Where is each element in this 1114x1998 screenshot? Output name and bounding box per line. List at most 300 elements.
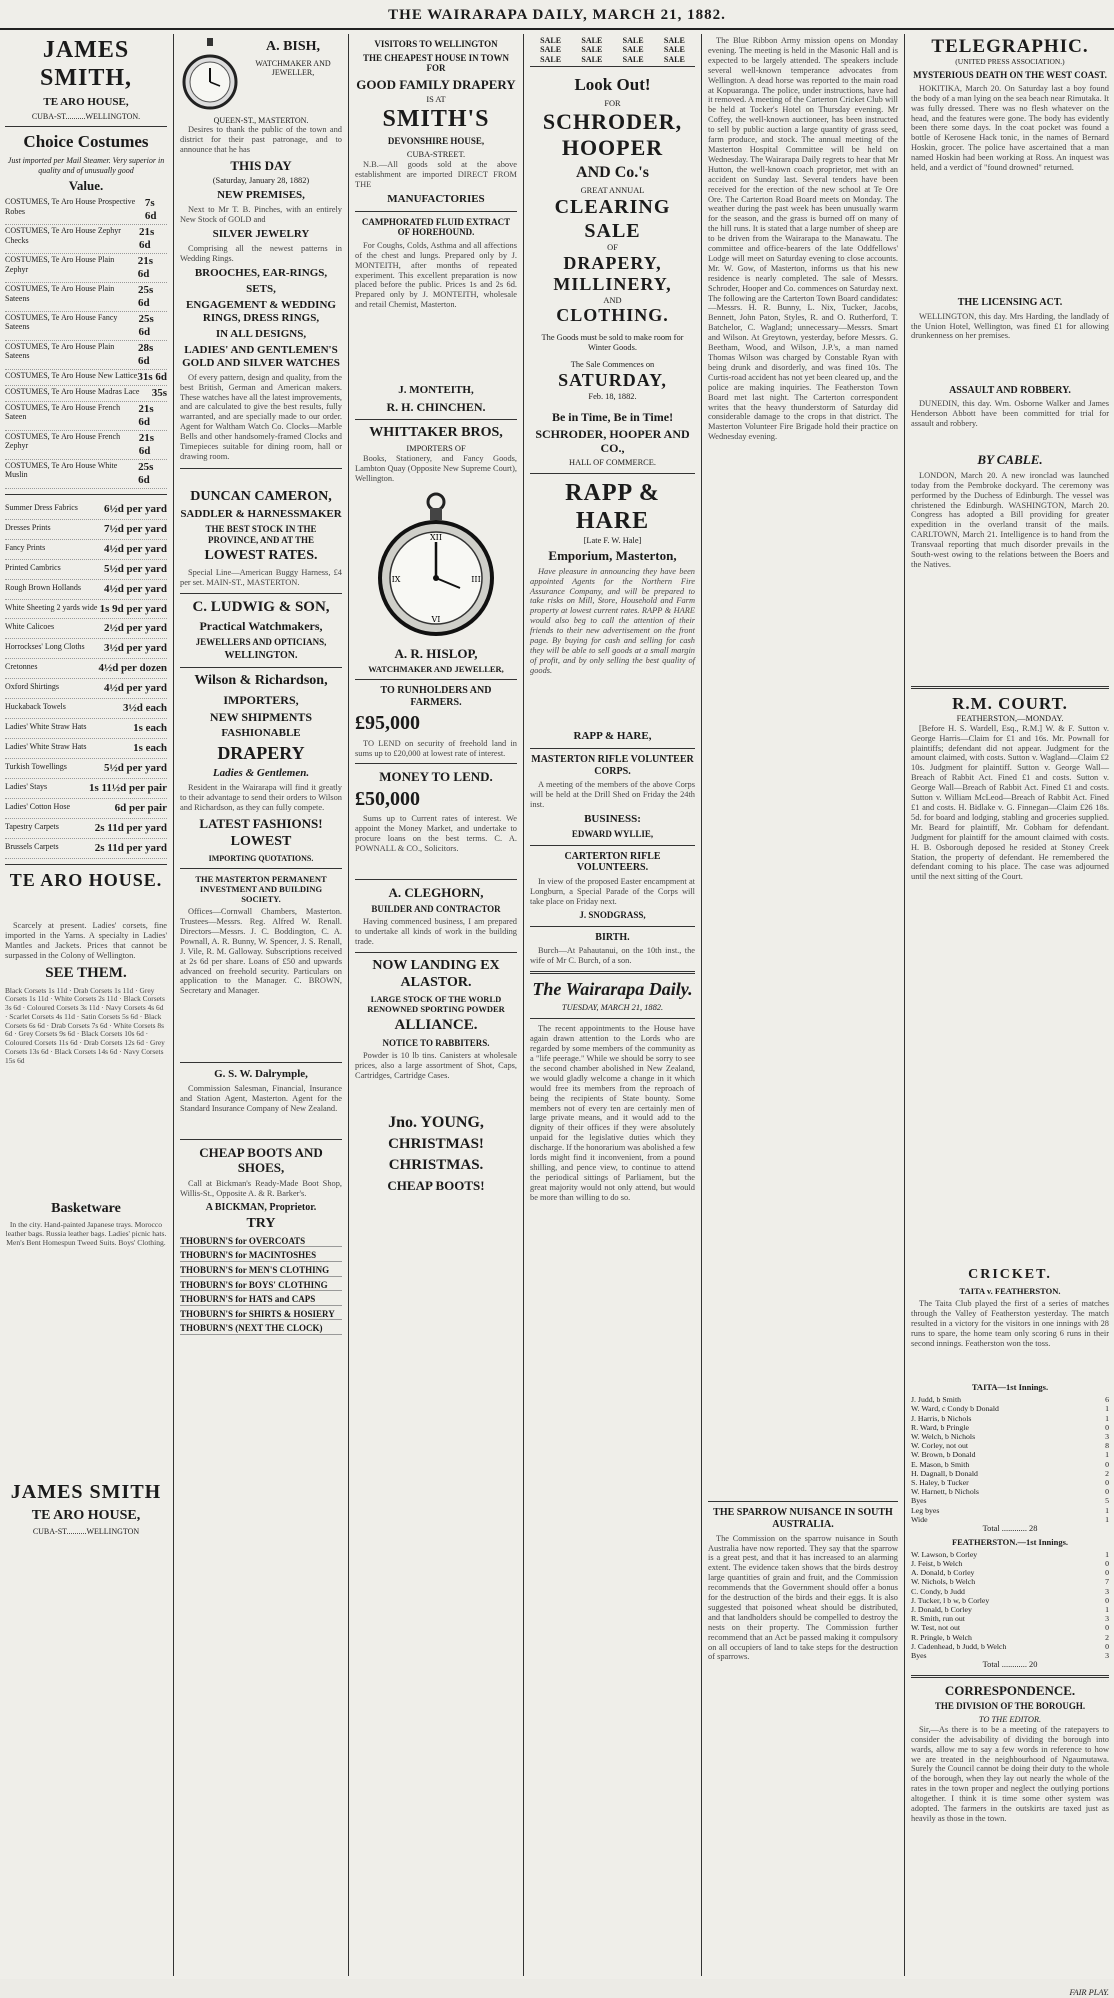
- item-price: 3½d each: [123, 702, 167, 715]
- item-label: Ladies' White Straw Hats: [5, 722, 87, 732]
- item-price: 3½d per yard: [103, 642, 167, 655]
- mysterious-death: MYSTERIOUS DEATH ON THE WEST COAST.: [913, 70, 1107, 81]
- sparrow-nuisance: THE SPARROW NUISANCE IN SOUTH AUSTRALIA.: [713, 1507, 893, 1530]
- costume-price: 21s 6d: [138, 431, 154, 457]
- bish-address: QUEEN-ST., MASTERTON.: [213, 116, 309, 125]
- batsman-name: J. Cadenhead, b Judd, b Welch: [911, 1641, 1007, 1651]
- costume-price: 28s 6d: [137, 341, 154, 367]
- of-text: OF: [607, 243, 618, 253]
- taita-innings-head: TAITA—1st Innings.: [971, 1382, 1049, 1393]
- by-cable: BY CABLE.: [977, 452, 1043, 468]
- item-label: White Calicoes: [5, 622, 55, 632]
- bish-date: (Saturday, January 28, 1882): [212, 176, 310, 186]
- item-price: 5½d per yard: [103, 762, 167, 775]
- rifle-volunteers: MASTERTON RIFLE VOLUNTEER CORPS.: [531, 753, 694, 777]
- item-price: 5½d per yard: [103, 562, 167, 575]
- to-the-editor: TO THE EDITOR.: [978, 1714, 1042, 1724]
- masthead: [0, 0, 1114, 30]
- great-annual: GREAT ANNUAL: [580, 186, 645, 196]
- item-price-row: [5, 679, 167, 699]
- item-price-row: [5, 699, 167, 719]
- sets: SETS,: [246, 282, 276, 295]
- item-label: Printed Cambrics: [5, 562, 61, 572]
- svg-text:XII: XII: [429, 533, 443, 543]
- sale-banner: [530, 36, 695, 67]
- score-row: [911, 1605, 1109, 1614]
- for-text: FOR: [604, 99, 621, 109]
- item-price-row: [5, 779, 167, 799]
- late-hale: [Late F. W. Hale]: [583, 535, 642, 545]
- batsman-name: C. Condy, b Judd: [911, 1586, 965, 1596]
- column-4: SALE SALE SALE SALE SALE SALE SALE SALE SALE SALE SALE SALE Look Out! FOR SCHRODER, HOOPER AND Co.'s GREAT ANNUAL CLEARING SALE OF DRAPERY, MILLINERY, AND CLOTHING. The Goods must be sold to make room for Winter Goods. The Sale Commences on SATURDAY, Feb. 18, 1882. Be in Time, Be in Time! SCHRODER, HOOPER AND CO., HALL OF COMMERCE. RAPP & HARE [Late F. W. Hale] Emporium, Masterton, Have pleasure in announcing they have been appointed Agents for the Northern Fire Assurance Company, and will be prepared to take risks on Mill, Store, Household and Farm property at lowest current rates. RAPP & HARE would also beg to call the attention of their friends to their new advertisement on the front page. By buying for cash and selling for cash they will be able to sell goods at a small margin of profit, and by only selling the best quality of goods. RAPP & HARE, MASTERTON RIFLE VOLUNTEER CORPS. A meeting of the members of the above Corps will be held at the Drill Shed on Friday the 24th inst. BUSINESS: EDWARD WYLLIE, CARTERTON RIFLE VOLUNTEERS. In view of the proposed Easter encampment at Longburn, a Special Parade of the Corps will take place on Friday next. J. SNODGRASS, BIRTH. Burch—At Pahautanui, on the 10th inst., the wife of Mr C. Burch, of a son. The Wairarapa Daily. TUESDAY, MARCH 21, 1882. The recent appointments to the House have again drawn attention to the Lords who are regarded by some members of the community as a "life peerage." While we should be sorry to see the second chamber abolished in New Zealand, we would gladly welcome a change in it which would free its members from the reproach of being the recipients of State bounty. Some members not of every ten are certainly men of large private means, and it would add to the dignity of their offices if they were absolutely unpaid for the legislative duties which they discharge. If the honorarium was abolished a few lords might find it inconvenient, from a pound shilling, and pence view, to continue to attend the periodical sittings of Parliament, but the great majority would not only attend, but would be more than willing to do so.: [530, 36, 695, 1202]
- chinchen: R. H. CHINCHEN.: [386, 399, 486, 414]
- rapp-sign: RAPP & HARE,: [573, 729, 652, 742]
- column-rule: [173, 34, 174, 1976]
- importers-of: IMPORTERS OF: [406, 444, 466, 454]
- costume-price-row: [5, 341, 167, 370]
- whittaker: WHITTAKER BROS,: [369, 424, 503, 440]
- bish-this-day: THIS DAY: [230, 158, 292, 174]
- rapp-hare: RAPP & HARE: [565, 479, 660, 535]
- thoburn-list: [180, 1236, 342, 1335]
- manufactories: MANUFACTORIES: [387, 192, 485, 205]
- ladies-watches: LADIES' AND GENTLEMEN'S GOLD AND SILVER WATCHES: [182, 343, 340, 369]
- money-to-lend: MONEY TO LEND.: [379, 769, 493, 785]
- item-price-row: [5, 619, 167, 639]
- item-label: Ladies' Cotton Hose: [5, 802, 70, 812]
- item-price-row: [5, 540, 167, 560]
- batsman-runs: 0: [1105, 1559, 1109, 1569]
- loan-amount-2: £50,000: [355, 787, 420, 810]
- batsman-runs: 0: [1105, 1623, 1109, 1633]
- loan-amount: £95,000: [355, 712, 420, 734]
- batsman-name: A. Donald, b Corley: [911, 1568, 975, 1578]
- costume-price-list: [5, 196, 167, 488]
- clearing-sale: CLEARING SALE: [554, 195, 671, 242]
- score-row: [911, 1506, 1109, 1515]
- batsman-name: R. Ward, b Pringle: [911, 1422, 969, 1432]
- costume-label: COSTUMES, Te Aro House Plain Sateens: [5, 284, 115, 303]
- costume-label: COSTUMES, Te Aro House Plain Sateens: [5, 341, 115, 361]
- batsman-name: J. Judd, b Smith: [911, 1395, 962, 1405]
- jewellers-opticians: JEWELLERS AND OPTICIANS,: [195, 636, 327, 647]
- costume-price-row: [5, 370, 167, 386]
- dalrymple: G. S. W. Dalrymple,: [214, 1068, 308, 1081]
- cricket-heading: CRICKET.: [968, 1266, 1052, 1282]
- thoburn-line: THOBURN'S for HATS and CAPS: [180, 1294, 342, 1306]
- costume-price-row: [5, 254, 167, 283]
- importing-quotations: IMPORTING QUOTATIONS.: [208, 853, 314, 863]
- item-price: 6½d per yard: [103, 502, 167, 515]
- wairarapa-daily-date: TUESDAY, MARCH 21, 1882.: [561, 1003, 664, 1013]
- item-price: 1s each: [133, 742, 167, 755]
- column-3: VISITORS TO WELLINGTON THE CHEAPEST HOUSE IN TOWN FOR GOOD FAMILY DRAPERY IS AT SMITH'S DEVONSHIRE HOUSE, CUBA-STREET. N.B.—All goods sold at the above establishment are imported DIRECT FROM THE MANUFACTORIES CAMPHORATED FLUID EXTRACT OF HOREHOUND. For Coughs, Colds, Asthma and all affections of the chest and lungs. Prepared only by J. MONTEITH, after months of repeated experiment. This excellent preparation is now placed before the public. Prices 1s and 2s 6d. Prepared only by J. MONTEITH, wholesale and retail Chemist, Masterton. J. MONTEITH, R. H. CHINCHEN. WHITTAKER BROS, IMPORTERS OF Books, Stationery, and Fancy Goods, Lambton Quay (Opposite New Supreme Court), Wellington. XII III VI IX A. R. HISLOP, WATCHMAKER AND JEWELLER, TO RUNHOLDERS AND FARMERS. £95,000 TO LEND on security of freehold land in sums up to £20,000 at lowest rate of interest. MONEY TO LEND. £50,000 Sums up to Current rates of interest. We appoint the Money Market, and undertake to procure loans on the best terms. C. A. POWNALL & CO., Solicitors. A. CLEGHORN, BUILDER AND CONTRACTOR Having commenced business, I am prepared to undertake all kinds of work in the building trade. NOW LANDING EX ALASTOR. LARGE STOCK OF THE WORLD RENOWNED SPORTING POWDER ALLIANCE. NOTICE TO RABBITERS. Powder is 10 lb tins. Canisters at wholesale prices, also a large assortment of Shot, Caps, Cartridges, Cartridge Cases. Jno. YOUNG, CHRISTMAS! CHRISTMAS. CHEAP BOOTS!: [355, 39, 517, 1193]
- batsman-runs: 8: [1105, 1441, 1109, 1451]
- batsman-runs: 0: [1105, 1422, 1109, 1432]
- and-text: AND: [603, 295, 622, 305]
- costume-label: COSTUMES, Te Aro House Fancy Sateens: [5, 313, 118, 332]
- item-price: 1s 9d per yard: [99, 602, 167, 615]
- basketware-heading: Basketware: [51, 1200, 121, 1216]
- taita-total: Total ............ 28: [982, 1523, 1038, 1533]
- sale-word: SALE: [622, 45, 644, 55]
- hooper: HOOPER: [561, 135, 664, 161]
- costume-price-row: [5, 386, 167, 402]
- saturday: SATURDAY,: [558, 370, 667, 391]
- column-2: A. BISH, WATCHMAKER AND JEWELLER, QUEEN-ST., MASTERTON. Desires to thank the public of the town and district for their past patronage, and to announce that he has THIS DAY (Saturday, January 28, 1882) NEW PREMISES, Next to Mr T. B. Pinches, with an entirely New Stock of GOLD and SILVER JEWELRY Comprising all the newest patterns in Wedding Rings. BROOCHES, EAR-RINGS, SETS, ENGAGEMENT & WEDDING RINGS, DRESS RINGS, IN ALL DESIGNS, LADIES' AND GENTLEMEN'S GOLD AND SILVER WATCHES Of every pattern, design and quality, from the best British, German and American makers. These watches have all the latest improvements, and are calculated to give the best results, fully warranted, and are specially made to our order. Agent for Waltham Watch Co. Clocks—Marble Bells and other handsomely-framed Clocks and Timepieces suitable for dining room, hall or drawing room. DUNCAN CAMERON, SADDLER & HARNESSMAKER THE BEST STOCK IN THE PROVINCE, AND AT THE LOWEST RATES. Special Line—American Buggy Harness, £4 per set. MAIN-ST., MASTERTON. C. LUDWIG & SON, Practical Watchmakers, JEWELLERS AND OPTICIANS, WELLINGTON. Wilson & Richardson, IMPORTERS, NEW SHIPMENTS FASHIONABLE DRAPERY Ladies & Gentlemen. Resident in the Wairarapa will find it greatly to their advantage to send their orders to Wilson and Richardson, as they can fully compete. LATEST FASHIONS! LOWEST IMPORTING QUOTATIONS. THE MASTERTON PERMANENT INVESTMENT AND BUILDING SOCIETY. Offices—Cornwall Chambers, Masterton. Trustees—Messrs. Reg. Alfred W. Renall. Directors—Messrs. J. C. Boddington, C. A. Pownall, A. R. Bunny, W. Spencer, J. S. Renall, J. Vile, R. M. Galloway. Subscriptions received at 2s 6d per share. Loans of £50 and upwards advanced on freehold security. Particulars on application to the Manager. C. BROWN, Secretary and Manager. G. S. W. Dalrymple, Commission Salesman, Financial, Insurance and Station Agent, Masterton. Agent for the Standard Insurance Company of New Zealand. CHEAP BOOTS AND SHOES, Call at Bickman's Ready-Made Boot Shop, Willis-St., Opposite A. & R. Barker's. A BICKMAN, Proprietor. TRY THOBURN'S for OVERCOATS THOBURN'S for MACINTOSHES THOBURN'S for MEN'S CLOTHING THOBURN'S for BOYS' CLOTHING THOBURN'S for HATS and CAPS THOBURN'S for SHIRTS & HOSIERY THOBURN'S (NEXT THE CLOCK): [175, 34, 347, 1976]
- business: BUSINESS:: [584, 813, 641, 826]
- batsman-name: Byes: [911, 1650, 927, 1660]
- batsman-name: J. Tucker, l b w, b Corley: [911, 1595, 990, 1605]
- item-price: 7½d per yard: [103, 522, 167, 535]
- batsman-name: Wide: [911, 1514, 928, 1524]
- score-row: [911, 1469, 1109, 1478]
- wilson-richardson: Wilson & Richardson,: [194, 673, 328, 689]
- score-row: [911, 1559, 1109, 1568]
- hall-commerce: HALL OF COMMERCE.: [569, 457, 656, 467]
- section-sub: Just imported per Mail Steamer. Very superior in quality and of unusually good: [7, 156, 165, 175]
- practical-watchmakers: Practical Watchmakers,: [199, 619, 323, 634]
- item-price-row: [5, 759, 167, 779]
- costume-label: COSTUMES, Te Aro House Prospective Robes: [5, 197, 136, 216]
- costume-price-row: [5, 225, 167, 254]
- batsman-runs: 3: [1105, 1614, 1109, 1624]
- best-stock: THE BEST STOCK IN THE PROVINCE, AND AT THE: [205, 524, 317, 545]
- column-1: JAMES SMITH, TE ARO HOUSE, CUBA-ST..........WELLINGTON. Choice Costumes Just imported per Mail Steamer. Very superior in quality and of unusually good Value. COSTUMES, Te Aro House Prospective Robes 7s 6d COSTUMES, Te Aro House Zephyr Checks 21s 6d COSTUMES, Te Aro House Plain Zephyr 21s 6d COSTUMES, Te Aro House Plain Sateens 25s 6d COSTUMES, Te Aro House Fancy Sateens 25s 6d COSTUMES, Te Aro House Plain Sateens 28s 6d COSTUMES, Te Aro House New Lattice 31s 6d COSTUMES, Te Aro House Madras Lace 35s COSTUMES, Te Aro House French Sateen 21s 6d COSTUMES, Te Aro House French Zephyr 21s 6d COSTUMES, Te Aro House White Muslin 25s 6d Summer Dress Fabrics 6½d per yard Dresses Prints 7½d per yard Fancy Prints 4½d per yard Printed Cambrics 5½d per yard Rough Brown Hollands 4½d per yard White Sheeting 2 yards wide 1s 9d per yard White Calicoes 2½d per yard Horrockses' Long Cloths 3½d per yard Cretonnes 4½d per dozen Oxford Shirtings 4½d per yard Huckaback Towels 3½d each Ladies' White Straw Hats 1s each Ladies' White Straw Hats 1s each Turkish Towellings 5½d per yard Ladies' Stays 1s 11½d per pair Ladies' Cotton Hose 6d per pair Tapestry Carpets 2s 11d per yard Brussels Carpets 2s 11d per yard TE ARO HOUSE. Scarcely at present. Ladies' corsets, fine imported in the Yarns. A specialty in Ladies' Mantles and Jackets. Prices that cannot be surpassed in the Colony of Wellington. SEE THEM. Black Corsets 1s 11d · Drab Corsets 1s 11d · Grey Corsets 1s 11d · White Corsets 2s 11d · Black Corsets 3s 6d · Coloured Corsets 3s 11d · Navy Corsets 4s 6d · Scarlet Corsets 4s 11d · Satin Corsets 5s 6d · Black Corsets 6s 6d · Drab Corsets 7s 6d · White Corsets 8s 6d · Grey Corsets 9s 6d · Black Corsets 10s 6d · Coloured Corsets 11s 6d · Drab Corsets 12s 6d · Grey Corsets 13s 6d · Black Corsets 14s 6d · Navy Corsets 15s 6d Basketware In the city. Hand-painted Japanese trays. Morocco leather bags. Russia leather bags. Ladies' picnic hats. Men's Bent Homespun Tweed Suits. Boys' Clothing. JAMES SMITH TE ARO HOUSE, CUBA-ST..........WELLINGTON: [5, 37, 167, 1537]
- cuba-street: CUBA-STREET.: [406, 149, 466, 159]
- item-price-list: [5, 500, 167, 859]
- farmers-heading: TO RUNHOLDERS AND FARMERS.: [380, 685, 492, 709]
- wairarapa-daily-title: The Wairarapa Daily.: [532, 979, 693, 1000]
- snodgrass: J. SNODGRASS,: [579, 909, 646, 920]
- score-row: [911, 1395, 1109, 1404]
- sale-commences: The Sale Commences on: [570, 360, 655, 370]
- costume-price-row: [5, 402, 167, 431]
- score-row: [911, 1432, 1109, 1441]
- emporium: Emporium, Masterton,: [548, 548, 677, 564]
- batsman-runs: 5: [1105, 1496, 1109, 1506]
- svg-text:VI: VI: [431, 615, 441, 625]
- batsman-runs: 2: [1105, 1632, 1109, 1642]
- costume-label: COSTUMES, Te Aro House Zephyr Checks: [5, 226, 121, 245]
- column-rule: [904, 34, 905, 1976]
- score-row: [911, 1404, 1109, 1413]
- te-aro-house-heading: TE ARO HOUSE.: [9, 870, 163, 891]
- batsman-runs: 0: [1105, 1568, 1109, 1578]
- column-rule: [348, 34, 349, 1976]
- score-row: [911, 1587, 1109, 1596]
- ladies-gentlemen: Ladies & Gentlemen.: [212, 767, 310, 780]
- thoburn-line: THOBURN'S for OVERCOATS: [180, 1236, 342, 1248]
- sale-word: SALE: [581, 45, 603, 55]
- batsman-name: W. Lawson, b Corley: [911, 1549, 978, 1559]
- all-designs: IN ALL DESIGNS,: [215, 327, 307, 340]
- shop-title: JAMES SMITH,: [39, 37, 132, 92]
- batsman-runs: 1: [1105, 1514, 1109, 1524]
- carterton-rifle: CARTERTON RIFLE VOLUNTEERS.: [564, 850, 661, 874]
- goods-note: The Goods must be sold to make room for Winter Goods.: [541, 332, 684, 352]
- millinery-word: MILLINERY,: [553, 274, 672, 295]
- sale-word: SALE: [622, 36, 644, 45]
- batsman-runs: 0: [1105, 1595, 1109, 1605]
- alliance: ALLIANCE.: [394, 1017, 478, 1034]
- wyllie: EDWARD WYLLIE,: [571, 829, 654, 839]
- cheap-boots-3: CHEAP BOOTS!: [387, 1177, 485, 1193]
- batsman-runs: 6: [1105, 1395, 1109, 1405]
- costume-price: 25s 6d: [138, 460, 154, 486]
- item-label: Rough Brown Hollands: [5, 582, 81, 592]
- column-5: The Blue Ribbon Army mission opens on Monday evening. The meeting is held in the Masonic Hall and is expected to be largely attended. The speakers include several well-known temperance advocates from Wellington. A dead horse was reported to the main road at Kopuaranga. The police, under instructions, have had it removed. A meeting of the Carterton Cricket Club will be held at Tocker's Hotel on Thursday evening. Mr Coffey, the well-known auctioneer, has been instructed to sell by public auction a large quantity of grass seed, farm produce, and stock. The annual meeting of the Masterton Hospital Committee will be held on Wednesday. The Wairarapa Daily regrets to hear that Mr Hutton, the well-known coach proprietor, met with an accident on Sunday last. Several tenders have been received for the erection of the new school at Te Ore Ore. The Carterton Road Board meets on Monday. The weather during the past week has been unusually warm for the season, and the grass is burned off on many of the hill runs. It is stated that a large number of sheep are to be driven from the Wairarapa to the Manawatu. The committee and office-bearers of the late Oddfellows' Lodge will meet on Saturday evening to close accounts. Mr. W. Gow, of Masterton, informs us that his new residence is nearly completed. The sale of Messrs. Schroder, Hooper and Co. commences on Saturday next. The following are the Carterton Town Board candidates:—Messrs. H. R. Bunny, L. Nix, Tucker, Jacobs, Bennett, John Paton, Styles, R. and O. Rutherford, T. Batchelor, C. Wagland; unnecessary—Messrs. Smart and Wilson. At Greytown, yesterday, before Messrs. G. Beetham, Wood, and Wilson, J.P.'s, a man named Thomas Wilson was charged by Constable Ryan with being drunk and disorderly, and was fined 10s. The Curtis-road accident has not yet been cleared up, and the police are making inquiries. The Featherston Town Board met last night. The Carterton correspondent writes that the heavy thunderstorm of Saturday did considerable damage to the crops in that district. The Masterton Volunteer Fire Brigade hold their practice on Wednesday evening. THE SPARROW NUISANCE IN SOUTH AUSTRALIA. The Commission on the sparrow nuisance in South Australia have now reported. They say that the sparrow is a great pest, and that it has increased to an alarming extent. The evidence taken shows that the birds destroy large quantities of grain and fruit, and the Commission recommends that the Government should offer a bonus for the destruction of the birds and their eggs. It is also suggested that poisoned wheat should be distributed, and that landholders should be compelled to destroy the nests on their property. The Commission further recommend that an Act be passed making it compulsory on all occupiers of land to take steps for the destruction of sparrows.: [708, 36, 898, 1662]
- hislop-trade: WATCHMAKER AND JEWELLER,: [368, 664, 504, 675]
- item-label: Oxford Shirtings: [5, 682, 59, 692]
- shop-subtitle: TE ARO HOUSE,: [43, 95, 129, 108]
- pocket-watch-icon: [180, 36, 240, 116]
- item-price: 4½d per yard: [103, 582, 167, 595]
- engagement-rings: ENGAGEMENT & WEDDING RINGS, DRESS RINGS,: [186, 298, 336, 324]
- schroder-full: SCHRODER, HOOPER AND CO.,: [535, 426, 690, 455]
- good-family-drapery: GOOD FAMILY DRAPERY: [356, 76, 516, 92]
- shop-address: CUBA-ST..........WELLINGTON.: [31, 111, 141, 121]
- clothing-word: CLOTHING.: [556, 305, 669, 326]
- batsman-runs: 0: [1105, 1641, 1109, 1651]
- batsman-runs: 1: [1105, 1505, 1109, 1515]
- score-row: [911, 1623, 1109, 1632]
- score-row: [911, 1423, 1109, 1432]
- new-premises: NEW PREMISES,: [217, 189, 305, 202]
- brooches: BROOCHES, EAR-RINGS,: [194, 266, 328, 279]
- batsman-name: R. Pringle, b Welch: [911, 1632, 972, 1642]
- item-price-row: [5, 560, 167, 580]
- sale-word: SALE: [581, 54, 603, 64]
- ludwig-son: C. LUDWIG & SON,: [192, 598, 330, 615]
- batsman-runs: 0: [1105, 1487, 1109, 1497]
- thoburn-line: THOBURN'S (NEXT THE CLOCK): [180, 1323, 342, 1335]
- batsman-runs: 1: [1105, 1413, 1109, 1423]
- telegraphic: TELEGRAPHIC.: [931, 36, 1089, 57]
- look-out: Look Out!: [574, 75, 651, 95]
- sale-word: SALE: [622, 54, 644, 64]
- score-row: [911, 1460, 1109, 1469]
- thoburn-line: THOBURN'S for MEN'S CLOTHING: [180, 1265, 342, 1277]
- see-them-heading: SEE THEM.: [45, 964, 127, 981]
- costume-price-row: [5, 283, 167, 312]
- costume-label: COSTUMES, Te Aro House French Sateen: [5, 402, 121, 422]
- batsman-runs: 3: [1105, 1432, 1109, 1442]
- score-row: [911, 1651, 1109, 1660]
- batsman-name: J. Donald, b Corley: [911, 1604, 972, 1614]
- score-row: [911, 1450, 1109, 1459]
- batsman-name: W. Welch, b Nichols: [911, 1432, 976, 1442]
- pocket-watch-icon: [376, 490, 496, 640]
- costume-price: 21s 6d: [138, 226, 155, 252]
- sale-word: SALE: [663, 54, 685, 64]
- footer-shop-name: JAMES SMITH: [10, 1481, 162, 1504]
- ludwig-wellington: WELLINGTON.: [224, 650, 298, 662]
- batsman-name: E. Mason, b Smith: [911, 1459, 970, 1469]
- jno-young: Jno. YOUNG,: [388, 1114, 484, 1132]
- cheap-boots: CHEAP BOOTS AND SHOES,: [199, 1145, 323, 1176]
- item-label: Dresses Prints: [5, 522, 51, 532]
- horehound-extract: CAMPHORATED FLUID EXTRACT OF HOREHOUND.: [361, 216, 511, 238]
- feath-total: Total ............ 20: [982, 1660, 1038, 1670]
- batsman-name: Byes: [911, 1496, 927, 1506]
- item-price: 1s each: [133, 722, 167, 735]
- item-price: 4½d per dozen: [98, 662, 167, 675]
- smiths: SMITH'S: [382, 106, 490, 133]
- score-row: [911, 1496, 1109, 1505]
- bish-trade: WATCHMAKER AND JEWELLER,: [255, 58, 331, 77]
- lowest-rates: LOWEST RATES.: [204, 548, 318, 564]
- be-in-time: Be in Time, Be in Time!: [551, 409, 674, 424]
- feath-innings-head: FEATHERSTON.—1st Innings.: [951, 1536, 1069, 1547]
- drapery-word: DRAPERY,: [563, 253, 662, 274]
- christmas-1: CHRISTMAS!: [388, 1136, 484, 1153]
- batsman-name: S. Haley, b Tucker: [911, 1477, 969, 1487]
- visitors: VISITORS TO WELLINGTON: [374, 39, 498, 49]
- bickman: A BICKMAN, Proprietor.: [205, 1201, 317, 1213]
- largest-stock: LARGE STOCK OF THE WORLD RENOWNED SPORTING POWDER: [367, 994, 505, 1015]
- score-row: [911, 1568, 1109, 1577]
- item-label: Huckaback Towels: [5, 702, 66, 712]
- cheapest-house: THE CHEAPEST HOUSE IN TOWN FOR: [362, 52, 510, 74]
- batsman-name: W. Corley, not out: [911, 1441, 969, 1451]
- batsman-name: J. Harris, b Nichols: [911, 1413, 972, 1423]
- hislop: A. R. HISLOP,: [394, 646, 478, 662]
- item-label: Brussels Carpets: [5, 842, 59, 852]
- item-price-row: [5, 659, 167, 679]
- costume-price: 35s: [151, 386, 167, 399]
- footer-shop-sub: TE ARO HOUSE,: [31, 1507, 141, 1523]
- new-shipments: NEW SHIPMENTS: [209, 709, 313, 724]
- batsman-runs: 2: [1105, 1468, 1109, 1478]
- sale-word: SALE: [663, 36, 685, 45]
- sale-word: SALE: [540, 54, 562, 64]
- item-price-row: [5, 639, 167, 659]
- costume-price-row: [5, 312, 167, 341]
- costume-price-row: [5, 460, 167, 489]
- batsman-runs: 3: [1105, 1650, 1109, 1660]
- correspondence: CORRESPONDENCE.: [944, 1682, 1076, 1698]
- batsman-runs: 1: [1105, 1549, 1109, 1559]
- score-row: [911, 1614, 1109, 1623]
- rabbiters-notice: NOTICE TO RABBITERS.: [382, 1037, 490, 1048]
- score-row: [911, 1487, 1109, 1496]
- montieth: J. MONTEITH,: [398, 383, 474, 396]
- item-price: 2s 11d per yard: [94, 842, 167, 855]
- thoburn-line: THOBURN'S for BOYS' CLOTHING: [180, 1280, 342, 1292]
- item-label: Ladies' Stays: [5, 782, 48, 792]
- devonshire-house: DEVONSHIRE HOUSE,: [387, 136, 485, 147]
- item-label: Turkish Towellings: [5, 762, 67, 772]
- costume-label: COSTUMES, Te Aro House Madras Lace: [5, 386, 140, 396]
- costume-price: 25s 6d: [138, 313, 154, 338]
- christmas-2: CHRISTMAS.: [388, 1156, 484, 1173]
- batsman-name: W. Ward, c Condy b Donald: [911, 1404, 999, 1414]
- builder: BUILDER AND CONTRACTOR: [371, 903, 501, 914]
- costume-label: COSTUMES, Te Aro House French Zephyr: [5, 431, 121, 451]
- item-label: Horrockses' Long Cloths: [5, 642, 85, 652]
- svg-text:III: III: [471, 575, 481, 585]
- featherston-scorecard: [911, 1550, 1109, 1660]
- costume-price: 7s 6d: [144, 197, 157, 223]
- batsman-name: W. Test, not out: [911, 1623, 961, 1633]
- licensing-act: THE LICENSING ACT.: [957, 296, 1063, 308]
- now-landing: NOW LANDING EX ALASTOR.: [372, 957, 500, 990]
- taita-scorecard: [911, 1395, 1109, 1524]
- duncan-cameron: DUNCAN CAMERON,: [190, 488, 332, 504]
- taita-match: TAITA v. FEATHERSTON.: [959, 1286, 1061, 1297]
- section-head: Choice Costumes: [23, 132, 149, 152]
- item-label: Cretonnes: [5, 662, 38, 672]
- batsman-name: W. Brown, b Donald: [911, 1450, 976, 1460]
- svg-text:IX: IX: [391, 575, 401, 585]
- item-price: 1s 11½d per pair: [88, 782, 167, 795]
- item-label: Ladies' White Straw Hats: [5, 742, 87, 752]
- batsman-runs: 0: [1105, 1459, 1109, 1469]
- saddler: SADDLER & HARNESSMAKER: [180, 508, 342, 521]
- footer-shop-address: CUBA-ST..........WELLINGTON: [32, 1527, 140, 1537]
- item-price-row: [5, 719, 167, 739]
- batsman-name: H. Dagnall, b Donald: [911, 1468, 978, 1478]
- item-price: 6d per pair: [114, 802, 167, 815]
- item-price-row: [5, 520, 167, 540]
- try-heading: TRY: [246, 1216, 276, 1232]
- thoburn-line: THOBURN'S for SHIRTS & HOSIERY: [180, 1309, 342, 1321]
- assault-robbery: ASSAULT AND ROBBERY.: [949, 384, 1071, 396]
- batsman-name: J. Feist, b Welch: [911, 1559, 963, 1569]
- importers: IMPORTERS,: [223, 692, 299, 707]
- costume-label: COSTUMES, Te Aro House Plain Zephyr: [5, 255, 115, 274]
- item-label: Summer Dress Fabrics: [5, 502, 78, 512]
- column-rule: [523, 34, 524, 1976]
- batsman-runs: 1: [1105, 1404, 1109, 1414]
- item-label: Tapestry Carpets: [5, 822, 59, 832]
- lowest-heading: LOWEST: [230, 834, 292, 850]
- sale-word: SALE: [540, 36, 562, 45]
- item-price: 2½d per yard: [103, 622, 167, 635]
- silver-jewelry: SILVER JEWELRY: [212, 228, 310, 241]
- schroder: SCHRODER,: [542, 109, 683, 135]
- score-row: [911, 1577, 1109, 1586]
- score-row: [911, 1642, 1109, 1651]
- score-row: [911, 1633, 1109, 1642]
- score-row: [911, 1596, 1109, 1605]
- batsman-runs: 0: [1105, 1477, 1109, 1487]
- item-price-row: [5, 839, 167, 859]
- score-row: [911, 1441, 1109, 1450]
- bish-name: A. BISH,: [265, 39, 321, 54]
- score-row: [911, 1414, 1109, 1423]
- is-at: IS AT: [426, 95, 446, 105]
- item-label: Fancy Prints: [5, 542, 46, 552]
- feb-date: Feb. 18, 1882.: [588, 391, 637, 401]
- and-cos: AND Co.'s: [576, 164, 649, 182]
- featherston-monday: FEATHERSTON,—MONDAY.: [956, 713, 1064, 723]
- item-label: White Sheeting 2 yards wide: [5, 602, 98, 612]
- batsman-runs: 7: [1105, 1577, 1109, 1587]
- drapery-heading: DRAPERY: [217, 742, 305, 763]
- costume-price-row: [5, 431, 167, 460]
- section-value: Value.: [68, 177, 104, 193]
- item-price-row: [5, 819, 167, 839]
- batsman-runs: 1: [1105, 1450, 1109, 1460]
- sale-word: SALE: [581, 36, 603, 45]
- score-row: [911, 1515, 1109, 1524]
- batsman-runs: 3: [1105, 1586, 1109, 1596]
- signature: FAIR PLAY.: [1069, 1987, 1109, 1997]
- united-press: (UNITED PRESS ASSOCIATION.): [955, 57, 1065, 67]
- masthead-title: THE WAIRARAPA DAILY, MARCH 21, 1882.: [388, 7, 726, 23]
